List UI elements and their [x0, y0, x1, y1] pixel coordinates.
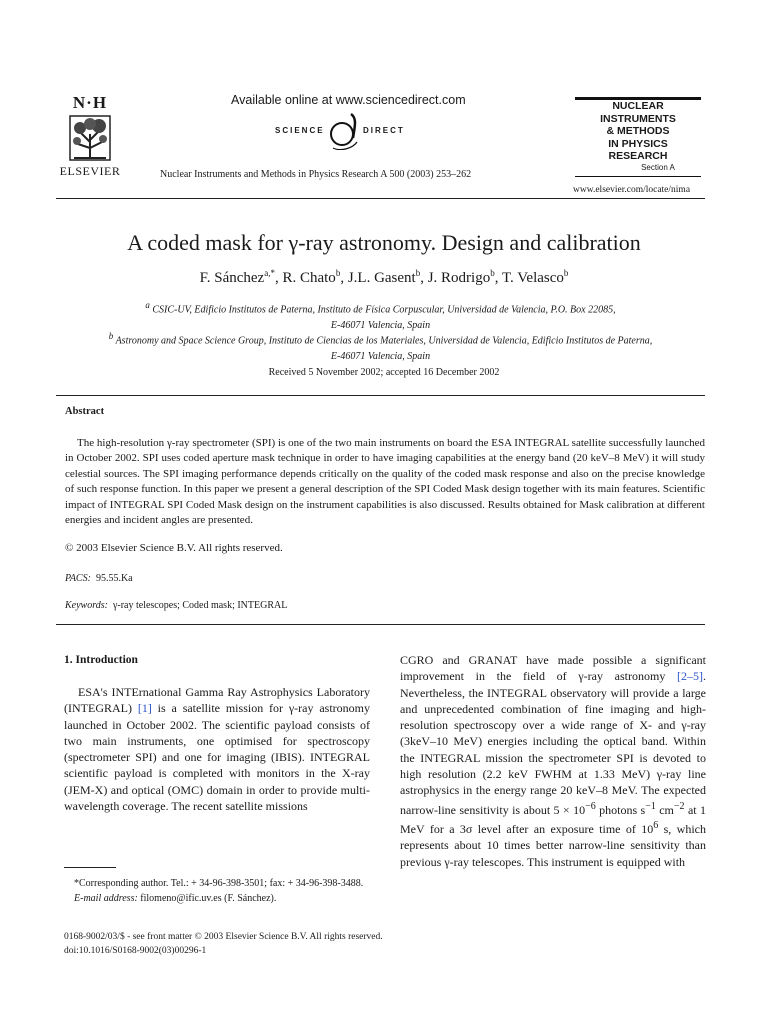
left-column: [64, 684, 370, 814]
abstract-paragraph: The high-resolution γ-ray spectrometer (SPI) is one of the two main instruments on board the ESA INTEGRAL satellite successfully launched in October 2002. SPI uses coded aperture mask technique in order to have imaging capabilities at the energy band (20 keV–8 MeV) it will study celestial sources. The SPI imaging performance depends critically on the quality of the coded mask response and also on the precise knowledge of such response function. In this paper we present a general description of the SPI Coded Mask design together with its main features. Scientific impact of INTEGRAL SPI Coded Mask design on the instrument capabilities is also discussed. Results obtained for Mask calibration at different energies and incident angles are presented.: [65, 437, 705, 527]
affiliation-line: Astronomy and Space Science Group, Instituto de Ciencias de los Materiales, Universidad de Valencia, Edificio Institutos de Paterna,: [115, 335, 653, 347]
exponent: −2: [673, 800, 685, 812]
author-name: R. Chato: [282, 270, 336, 286]
received-dates: Received 5 November 2002; accepted 16 December 2002: [268, 367, 500, 378]
email-label: E-mail address:: [74, 892, 138, 904]
elsevier-logo: [54, 94, 126, 179]
author-sup: b: [563, 268, 569, 278]
article-title: A coded mask for γ-ray astronomy. Design and calibration: [127, 230, 641, 255]
intro-paragraph: [64, 684, 370, 814]
available-online-text: Available online at www.sciencedirect.com: [231, 93, 466, 107]
author-name: F. Sánchez: [199, 270, 265, 286]
abstract-divider: [56, 395, 705, 396]
exponent: 6: [653, 819, 659, 831]
affiliation-line: CSIC-UV, Edificio Institutos de Paterna, Instituto de Física Corpuscular, Universidad de Valencia, P.O. Box 22085,: [152, 304, 616, 316]
affiliation-line: E-46071 Valencia, Spain: [330, 350, 431, 362]
pacs-line: [65, 573, 133, 584]
front-matter-line: 0168-9002/03/$ - see front matter © 2003 Elsevier Science B.V. All rights reserved.: [64, 932, 383, 942]
pacs-value: 95.55.Ka: [95, 573, 133, 584]
author-name: T. Velasco: [501, 270, 564, 286]
footnote: [64, 877, 370, 906]
journal-citation: Nuclear Instruments and Methods in Physics Research A 500 (2003) 253–262: [160, 169, 472, 180]
section-heading: 1. Introduction: [64, 654, 138, 666]
body-divider: [56, 624, 705, 625]
footnote-divider: [64, 867, 116, 868]
text-run: cm: [655, 802, 674, 817]
reference-link[interactable]: [1]: [137, 701, 152, 716]
text-run: . Nevertheless, the INTEGRAL observatory will provide a large and unprecedented combination of fine imaging and high-resolution spectroscopy over a wide range of X- and γ-ray (3keV–10 MeV) energies including the optical band. Within the INTEGRAL mission the spectrometer SPI is devoted to high resolution (2.2 keV FWHM at 1.33 MeV) γ-ray line astrophysics in the energy range 20 keV–8 MeV. The expected narrow-line sensitivity is about 5 × 10: [400, 669, 706, 817]
pacs-label: PACS:: [65, 573, 91, 584]
journal-box-line: INSTRUMENTS: [600, 112, 676, 125]
journal-logo-box: [575, 97, 701, 177]
affiliation-line: E-46071 Valencia, Spain: [330, 319, 431, 331]
author-name: J.L. Gasent: [347, 270, 416, 286]
email-value[interactable]: filomeno@ific.uv.es (F. Sánchez).: [140, 892, 277, 904]
abstract-body: [65, 436, 705, 528]
publisher-mark: N·H: [72, 93, 108, 112]
journal-box-line: IN PHYSICS: [608, 137, 668, 150]
journal-box-line: RESEARCH: [608, 150, 668, 162]
affiliation-b: [56, 329, 705, 364]
text-run: is a satellite mission for γ-ray astronomy launched in October 2002. The scientific payload consists of two main instruments, one optimised for spectroscopy (spectrometer SPI) and one for imaging (IBIS). INTEGRAL scientific payload is completed with monitors in the X-ray (JEM-X) and optical (OMC) domain in order to provide multi-wavelength coverage. The recent satellite missions: [64, 701, 370, 814]
journal-box-line: & METHODS: [606, 125, 670, 137]
email-note: [64, 892, 370, 907]
author-list: F. Sánchez$^{a,*}$, R. Chato$^b$, J.L. Gasent$^b$, J. Rodrigo$^b$, T. Velasco$^b$: [199, 268, 569, 286]
journal-url-link[interactable]: www.elsevier.com/locate/nima: [573, 185, 691, 195]
elsevier-tree-icon: [68, 114, 112, 162]
reference-link[interactable]: [2–5]: [677, 669, 703, 684]
header-divider: [56, 198, 705, 199]
sciencedirect-right-text: DIRECT: [363, 126, 405, 135]
abstract-heading: Abstract: [65, 406, 105, 417]
sciencedirect-logo: [275, 112, 435, 152]
text-run: photons s: [595, 802, 646, 817]
keywords-value: γ-ray telescopes; Coded mask; INTEGRAL: [112, 600, 288, 611]
sciencedirect-d-icon: [327, 112, 361, 150]
author-name: J. Rodrigo: [427, 270, 491, 286]
journal-section: Section A: [641, 162, 675, 172]
text-run: s, which represents about 10 times better narrow-line sensitivity than previous γ-ray telescopes. This instrument is equipped with: [400, 821, 706, 869]
text-run: ESA's INTErnational Gamma Ray Astrophysics Laboratory (INTEGRAL): [64, 685, 370, 716]
author-sup: a,*: [264, 268, 275, 278]
affiliation-sup: b: [108, 331, 114, 341]
author-sup: b: [415, 268, 421, 278]
author-sup: b: [335, 268, 341, 278]
affiliation-sup: a: [145, 300, 150, 310]
exponent: −1: [645, 800, 656, 812]
keywords-line: [65, 600, 287, 611]
text-run: CGRO and GRANAT have made possible a significant improvement in the field of γ-ray astronomy: [400, 653, 706, 684]
author-sup: b: [490, 268, 495, 278]
copyright-line: © 2003 Elsevier Science B.V. All rights reserved.: [65, 542, 283, 554]
right-column: [400, 652, 706, 870]
intro-paragraph-continued: [400, 652, 706, 870]
publisher-name: ELSEVIER: [59, 164, 121, 178]
keywords-label: Keywords:: [65, 600, 108, 611]
corresponding-author-note: *Corresponding author. Tel.: + 34-96-398-3501; fax: + 34-96-398-3488.: [74, 878, 364, 889]
journal-box-line: NUCLEAR: [612, 100, 664, 112]
exponent: −6: [585, 800, 596, 812]
sciencedirect-left-text: SCIENCE: [275, 126, 325, 135]
text-run: at 1 MeV for a 3σ level after an exposure time of 10: [400, 802, 706, 836]
doi-line[interactable]: doi:10.1016/S0168-9002(03)00296-1: [64, 946, 207, 956]
